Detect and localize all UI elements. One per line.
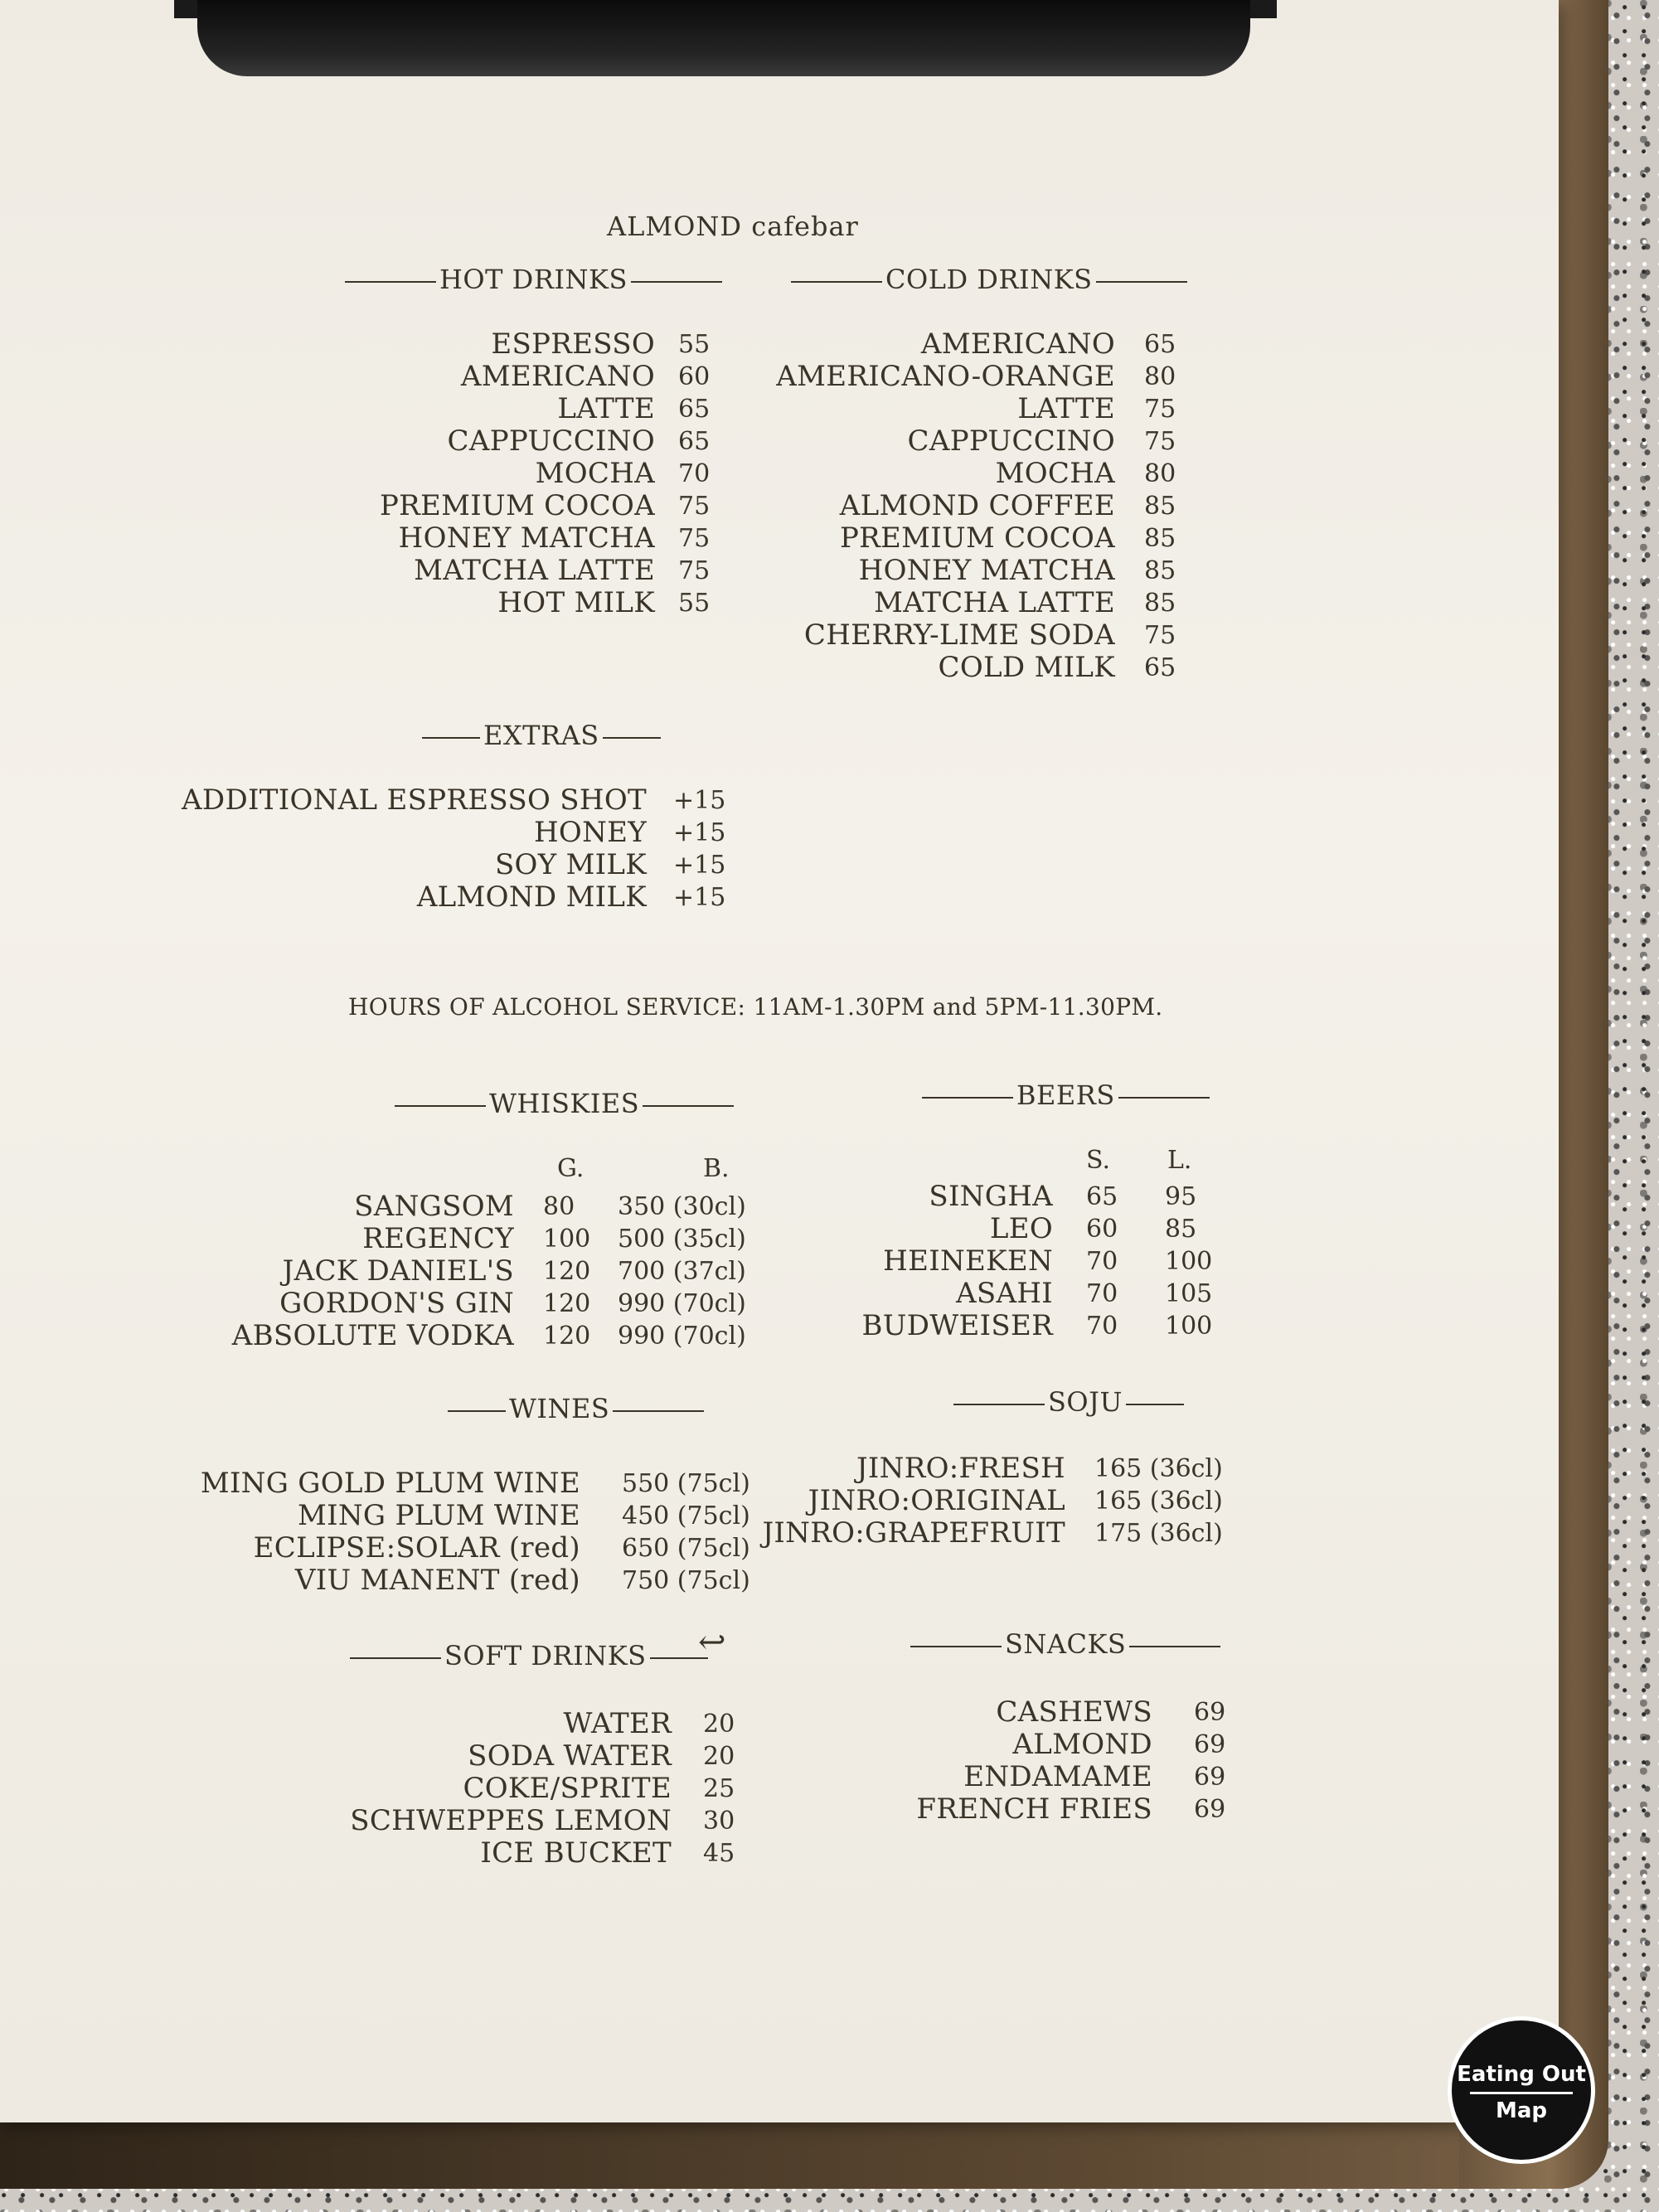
menu-item-row	[746, 618, 1176, 652]
extras-heading: EXTRAS	[419, 720, 664, 751]
soft-drinks-list	[249, 1707, 735, 1870]
item-name: COLD MILK	[938, 651, 1115, 684]
menu-item-row	[746, 424, 1176, 458]
menu-item-row	[249, 1804, 735, 1837]
glass-price: 120	[543, 1289, 591, 1318]
curl-arrow-icon: ↩	[698, 1623, 726, 1661]
whiskies-bottle-header: B.	[703, 1154, 730, 1183]
item-price: 20	[703, 1710, 735, 1739]
beers-heading: BEERS	[919, 1079, 1213, 1111]
cold-drinks-list	[746, 327, 1176, 684]
large-price: 85	[1165, 1215, 1197, 1244]
item-name: BUDWEISER	[861, 1309, 1053, 1342]
beers-small-header: S.	[1086, 1146, 1111, 1175]
item-name: MATCHA LATTE	[874, 586, 1115, 619]
item-name: HEINEKEN	[883, 1244, 1053, 1278]
wines-list	[166, 1467, 750, 1597]
menu-item-row	[249, 360, 711, 393]
menu-item-row	[166, 1564, 750, 1597]
item-price: 650 (75cl)	[622, 1534, 750, 1563]
large-price: 100	[1165, 1247, 1213, 1276]
item-name: SANGSOM	[354, 1190, 514, 1223]
item-price: 45	[703, 1839, 735, 1868]
item-name: AMERICANO	[460, 360, 655, 393]
item-name: JINRO:GRAPEFRUIT	[762, 1516, 1065, 1550]
menu-item-row	[166, 1499, 750, 1532]
item-price: 65	[1144, 653, 1176, 682]
beers-list	[746, 1180, 1213, 1342]
item-price: 65	[1144, 330, 1176, 359]
item-price: 69	[1194, 1730, 1226, 1759]
menu-item-row	[166, 1467, 750, 1500]
item-name: JINRO:FRESH	[856, 1452, 1065, 1485]
item-price: 30	[703, 1807, 735, 1836]
beers-large-header: L.	[1167, 1146, 1192, 1175]
whiskies-glass-header: G.	[557, 1154, 585, 1183]
item-name: ESPRESSO	[491, 327, 655, 361]
menu-item-row	[166, 848, 726, 881]
menu-item-row	[166, 816, 726, 849]
item-name: JACK DANIEL'S	[282, 1254, 514, 1288]
item-name: AMERICANO-ORANGE	[776, 360, 1115, 393]
small-price: 70	[1086, 1312, 1118, 1341]
hot-drinks-list	[249, 327, 711, 619]
item-price: 69	[1194, 1795, 1226, 1824]
menu-item-row	[746, 1728, 1226, 1761]
item-price: 75	[678, 492, 711, 521]
item-price: +15	[673, 883, 726, 912]
item-name: MOCHA	[535, 457, 655, 490]
menu-item-row	[166, 1190, 746, 1223]
cold-drinks-heading: COLD DRINKS	[788, 264, 1191, 295]
item-price: 70	[678, 459, 711, 488]
wines-heading: WINES	[444, 1393, 707, 1424]
item-name: AMERICANO	[920, 327, 1115, 361]
item-name: ADDITIONAL ESPRESSO SHOT	[182, 783, 647, 817]
item-price: 85	[1144, 556, 1176, 585]
item-name: SOY MILK	[494, 848, 647, 881]
item-name: ASAHI	[956, 1277, 1053, 1310]
menu-item-row	[746, 1309, 1213, 1342]
menu-item-row	[166, 1319, 746, 1352]
snacks-list	[746, 1695, 1226, 1826]
large-price: 100	[1165, 1312, 1213, 1341]
item-name: HONEY MATCHA	[858, 554, 1115, 587]
item-name: HONEY MATCHA	[398, 521, 655, 555]
menu-item-row	[746, 489, 1176, 522]
item-name: JINRO:ORIGINAL	[808, 1484, 1065, 1517]
menu-item-row	[249, 1739, 735, 1773]
item-name: HONEY	[533, 816, 647, 849]
item-price: 69	[1194, 1698, 1226, 1727]
item-name: SODA WATER	[468, 1739, 672, 1773]
bottle-price: 990 (70cl)	[618, 1322, 746, 1351]
item-price: 85	[1144, 589, 1176, 618]
glass-price: 80	[543, 1192, 575, 1221]
menu-item-row	[746, 586, 1176, 619]
menu-title: ALMOND cafebar	[607, 211, 859, 242]
item-name: CASHEWS	[996, 1695, 1152, 1729]
whiskies-list	[166, 1190, 746, 1352]
soju-list	[746, 1452, 1223, 1550]
menu-item-row	[746, 1452, 1223, 1485]
small-price: 70	[1086, 1247, 1118, 1276]
item-price: 75	[1144, 395, 1176, 424]
item-price: 75	[1144, 427, 1176, 456]
item-name: COKE/SPRITE	[463, 1772, 672, 1805]
item-name: VIU MANENT (red)	[294, 1564, 580, 1597]
menu-item-row	[166, 1222, 746, 1255]
item-name: ALMOND	[1012, 1728, 1152, 1761]
menu-item-row	[166, 1531, 750, 1564]
item-price: +15	[673, 851, 726, 880]
item-price: 65	[678, 395, 711, 424]
item-price: 175 (36cl)	[1094, 1519, 1223, 1548]
item-price: +15	[673, 786, 726, 815]
item-name: MATCHA LATTE	[414, 554, 655, 587]
menu-item-row	[746, 1180, 1197, 1213]
item-name: PREMIUM COCOA	[379, 489, 655, 522]
item-name: SINGHA	[929, 1180, 1053, 1213]
item-price: 165 (36cl)	[1094, 1487, 1223, 1516]
bottle-price: 990 (70cl)	[618, 1289, 746, 1318]
item-name: FRENCH FRIES	[916, 1792, 1152, 1826]
item-price: 55	[678, 330, 711, 359]
item-name: LATTE	[1017, 392, 1115, 425]
item-price: 69	[1194, 1763, 1226, 1792]
item-price: 20	[703, 1742, 735, 1771]
item-name: ALMOND COFFEE	[839, 489, 1115, 522]
item-price: 55	[678, 589, 711, 618]
menu-item-row	[249, 392, 711, 425]
item-price: 550 (75cl)	[622, 1469, 750, 1498]
menu-item-row	[249, 1772, 735, 1805]
item-name: SCHWEPPES LEMON	[350, 1804, 672, 1837]
menu-item-row	[249, 327, 711, 361]
menu-item-row	[746, 1760, 1226, 1793]
item-price: 80	[1144, 362, 1176, 391]
item-name: LEO	[989, 1212, 1053, 1245]
menu-item-row	[746, 392, 1176, 425]
menu-item-row	[166, 1287, 746, 1320]
item-price: 85	[1144, 492, 1176, 521]
item-name: MING PLUM WINE	[298, 1499, 580, 1532]
item-name: ENDAMAME	[963, 1760, 1152, 1793]
item-name: CHERRY-LIME SODA	[803, 618, 1115, 652]
menu-item-row	[249, 1836, 735, 1870]
menu-item-row	[166, 880, 726, 914]
menu-item-row	[166, 783, 726, 817]
menu-item-row	[746, 1212, 1197, 1245]
item-price: 85	[1144, 524, 1176, 553]
small-price: 65	[1086, 1182, 1118, 1211]
item-name: CAPPUCCINO	[907, 424, 1115, 458]
item-name: CAPPUCCINO	[447, 424, 655, 458]
menu-item-row	[746, 554, 1176, 587]
item-name: HOT MILK	[497, 586, 655, 619]
menu-item-row	[249, 554, 711, 587]
large-price: 95	[1165, 1182, 1197, 1211]
item-price: 750 (75cl)	[622, 1566, 750, 1595]
menu-item-row	[746, 1277, 1213, 1310]
item-name: REGENCY	[362, 1222, 514, 1255]
whiskies-heading: WHISKIES	[391, 1088, 737, 1119]
menu-item-row	[746, 1792, 1226, 1826]
menu-item-row	[746, 360, 1176, 393]
eating-out-map-logo: Eating Out Map	[1448, 2016, 1595, 2164]
menu-item-row	[746, 1695, 1226, 1729]
small-price: 60	[1086, 1215, 1118, 1244]
menu-item-row	[249, 586, 711, 619]
item-price: 75	[678, 556, 711, 585]
small-price: 70	[1086, 1279, 1118, 1308]
item-name: ECLIPSE:SOLAR (red)	[253, 1531, 580, 1564]
menu-item-row	[249, 424, 711, 458]
item-price: 450 (75cl)	[622, 1501, 750, 1530]
large-price: 105	[1165, 1279, 1213, 1308]
alcohol-hours: HOURS OF ALCOHOL SERVICE: 11AM-1.30PM and 5PM-11.30PM.	[348, 993, 1163, 1021]
bottle-price: 700 (37cl)	[618, 1257, 746, 1286]
glass-price: 120	[543, 1322, 591, 1351]
item-name: WATER	[563, 1707, 672, 1740]
item-price: 75	[678, 524, 711, 553]
item-price: 80	[1144, 459, 1176, 488]
item-name: LATTE	[557, 392, 655, 425]
item-name: ALMOND MILK	[416, 880, 647, 914]
menu-item-row	[166, 1254, 746, 1288]
item-name: MOCHA	[995, 457, 1115, 490]
menu-item-row	[249, 489, 711, 522]
hot-drinks-heading: HOT DRINKS	[342, 264, 725, 295]
glass-price: 120	[543, 1257, 591, 1286]
item-name: PREMIUM COCOA	[839, 521, 1115, 555]
item-price: 75	[1144, 621, 1176, 650]
menu-item-row	[746, 1244, 1213, 1278]
item-price: 165 (36cl)	[1094, 1454, 1223, 1483]
item-name: ICE BUCKET	[480, 1836, 672, 1870]
item-name: GORDON'S GIN	[279, 1287, 514, 1320]
menu-item-row	[746, 651, 1176, 684]
glass-price: 100	[543, 1225, 591, 1254]
soju-heading: SOJU	[950, 1386, 1187, 1418]
snacks-heading: SNACKS	[907, 1628, 1224, 1660]
item-name: ABSOLUTE VODKA	[231, 1319, 514, 1352]
bottle-price: 350 (30cl)	[618, 1192, 746, 1221]
menu-item-row	[249, 1707, 735, 1740]
item-price: +15	[673, 818, 726, 847]
item-name: MING GOLD PLUM WINE	[200, 1467, 580, 1500]
menu-item-row	[746, 1516, 1223, 1550]
extras-list	[166, 783, 726, 914]
menu-item-row	[249, 457, 711, 490]
item-price: 65	[678, 427, 711, 456]
menu-item-row	[746, 327, 1176, 361]
bottle-price: 500 (35cl)	[618, 1225, 746, 1254]
menu-item-row	[746, 521, 1176, 555]
menu-item-row	[746, 1484, 1223, 1517]
menu-item-row	[249, 521, 711, 555]
item-price: 60	[678, 362, 711, 391]
item-price: 25	[703, 1774, 735, 1803]
soft-drinks-heading: SOFT DRINKS	[347, 1640, 711, 1671]
menu-item-row	[746, 457, 1176, 490]
